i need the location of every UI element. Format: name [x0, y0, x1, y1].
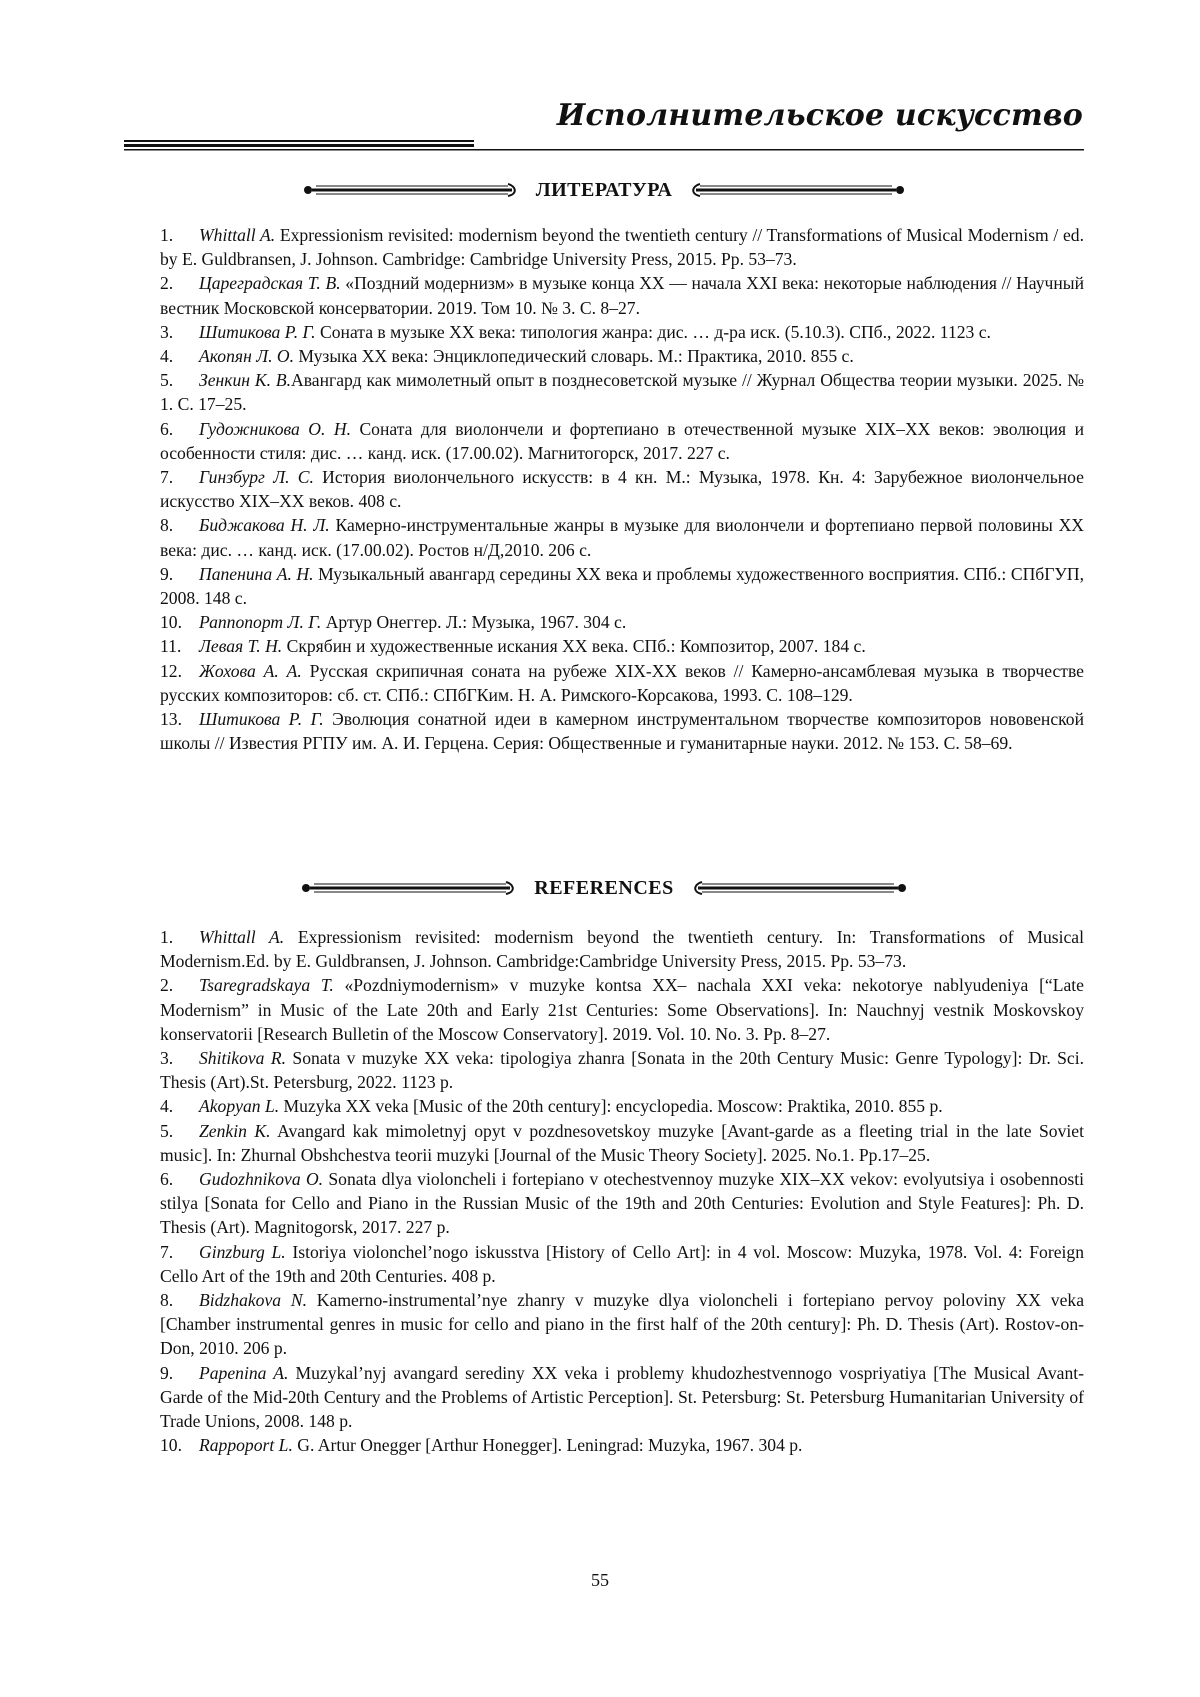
literature-heading	[124, 175, 1084, 205]
references-list	[160, 925, 1084, 1457]
literature-heading-title: ЛИТЕРАТУРА	[535, 178, 673, 201]
right-ornament-icon	[688, 881, 908, 895]
list-item: 10. Rappoport L. G. Artur Onegger [Arthur Honegger]. Leningrad: Muzyka, 1967. 304 p.	[160, 1435, 803, 1456]
page-number: 55	[591, 1570, 609, 1590]
list-item: 2. Царегрaдская Т. В. «Поздний модернизм» в музыке конца XX — начала XXI века: некоторые наблюдения // Научный вестник Московской консерватории. 2019. Том 10. № 3. С. 8–27.	[160, 273, 1085, 318]
references-heading-title: REFERENCES	[534, 876, 674, 899]
right-ornament-icon	[686, 183, 906, 197]
list-item: 5. Зенкин К. В.Авангард как мимолетный опыт в позднесоветской музыке // Журнал Общества теории музыки. 2025. № 1. С. 17–25.	[160, 370, 1084, 415]
list-item: 4. Акопян Л. О. Музыка XX века: Энциклопедический словарь. М.: Практика, 2010. 855 с.	[160, 346, 854, 367]
list-item: 6. Гудожникова О. Н. Соната для виолончели и фортепиано в отечественной музыке XIX–XX веков: эволюция и особенности стиля: дис. … канд. иск. (17.00.02). Магнитогорск, 2017. 227 с.	[160, 418, 1084, 463]
list-item: 4. Akopyan L. Muzyka XX veka [Music of the 20th century]: encyclopedia. Moscow: Praktika, 2010. 855 p.	[160, 1096, 943, 1117]
list-item: 7. Ginzburg L. Istoriya violonchel’nogo iskusstva [History of Cello Art]: in 4 vol. Moscow: Muzyka, 1978. Vol. 4: Foreign Cello Art of the 19th and 20th Centuries. 408 p.	[160, 1241, 1084, 1286]
list-item: 1. Whittall A. Expressionism revisited: modernism beyond the twentieth century. In: Transformations of Musical Modernism.Ed. by E. Guldbransen, J. Johnson. Cambridge:Cambridge University Press, 2015. Pp. 53–73.	[160, 927, 1084, 972]
list-item: 9. Papenina A. Muzykal’nyj avangard serediny XX veka i problemy khudozhestvennogo vospriyatiya [The Musical Avant-Garde of the Mid-20th Century and the Problems of Artistic Perception]. St. Petersburg: St. Petersburg Humanitarian University of Trade Unions, 2008. 148 p.	[160, 1362, 1084, 1432]
list-item: 8. Биджакова Н. Л. Камерно-инструментальные жанры в музыке для виолончели и фортепиано первой половины XX века: дис. … канд. иск. (17.00.02). Ростов н/Д,2010. 206 с.	[160, 515, 1085, 560]
list-item: 12. Жохова А. А. Русская скрипичная соната на рубеже XIX-XX веков // Камерно-ансамблевая музыка в творчестве русских композиторов: сб. ст. СПб.: СПбГКим. Н. А. Римского-Корсакова, 1993. С. 108–129.	[160, 660, 1084, 705]
list-item: 5. Zenkin K. Avangard kak mimoletnyj opyt v pozdnesovetskoy muzyke [Avant-garde as a fleeting trial in the late Soviet music]. In: Zhurnal Obshchestva teorii muzyki [Journal of the Music Theory Society]. 2025. No.1. Pp.17–25.	[160, 1120, 1084, 1165]
list-item: 13. Шитикова Р. Г. Эволюция сонатной идеи в камерном инструментальном творчестве композиторов нововенской школы // Известия РГПУ им. А. И. Герцена. Серия: Общественные и гуманитарные науки. 2012. № 153. С. 58–69.	[160, 709, 1084, 754]
list-item: 3. Шитикова Р. Г. Соната в музыке XX века: типология жанра: дис. … д-ра иск. (5.10.3). СПб., 2022. 1123 с.	[160, 321, 991, 342]
literature-list	[160, 223, 1084, 755]
running-header-title: Исполнительское искусство	[556, 98, 1083, 133]
left-ornament-icon	[300, 881, 520, 895]
list-item: 10. Раппопорт Л. Г. Артур Онеггер. Л.: Музыка, 1967. 304 с.	[160, 612, 627, 633]
left-ornament-icon	[302, 183, 522, 197]
list-item: 3. Shitikova R. Sonata v muzyke XX veka: tipologiya zhanra [Sonata in the 20th Century Music: Genre Typology]: Dr. Sci. Thesis (Art).St. Petersburg, 2022. 1123 p.	[160, 1048, 1085, 1093]
header-rule	[124, 140, 1084, 152]
list-item: 1. Whittall A. Expressionism revisited: modernism beyond the twentieth century // Transformations of Musical Modernism / ed. by E. Guldbransen, J. Johnson. Cambridge: Cambridge University Press, 2015. Pp. 53–73.	[160, 225, 1084, 270]
list-item: 2. Tsaregradskaya T. «Pozdniymodernism» v muzyke kontsa XX– nachala XXI veka: nekotorye nablyudeniya [“Late Modernism” in Music of the Late 20th and Early 21st Centuries: Some Observations]. In: Nauchnyj vestnik Moskovskoy konservatorii [Research Bulletin of the Moscow Conservatory]. 2019. Vol. 10. No. 3. Pp. 8–27.	[160, 975, 1084, 1044]
list-item: 9. Папенина А. Н. Музыкальный авангард середины XX века и проблемы художественного восприятия. СПб.: СПбГУП, 2008. 148 с.	[160, 563, 1084, 609]
list-item: 7. Гинзбург Л. С. История виолончельного искусств: в 4 кн. М.: Музыка, 1978. Кн. 4: Зарубежное виолончельное искусство XIX–XX веков. 408 с.	[160, 467, 1084, 512]
list-item: 6. Gudozhnikova O. Sonata dlya violoncheli i fortepiano v otechestvennoy muzyke XIX–XX vekov: evolyutsiya i osobennosti stilya [Sonata for Cello and Piano in the Russian Music of the 19th and 20th Centuries: Evolution and Style Features]: Ph. D. Thesis (Art). Magnitogorsk, 2017. 227 p.	[160, 1169, 1084, 1238]
list-item: 11. Левая Т. Н. Скрябин и художественные искания XX века. СПб.: Композитор, 2007. 184 с.	[160, 636, 866, 657]
references-heading	[124, 873, 1084, 903]
list-item: 8. Bidzhakova N. Kamerno-instrumental’nye zhanry v muzyke dlya violoncheli i fortepiano pervoy poloviny XX veka [Chamber instrumental genres in music for cello and piano in the first half of the 20th century]: Ph. D. Thesis (Art). Rostov-on-Don, 2010. 206 p.	[160, 1290, 1085, 1359]
